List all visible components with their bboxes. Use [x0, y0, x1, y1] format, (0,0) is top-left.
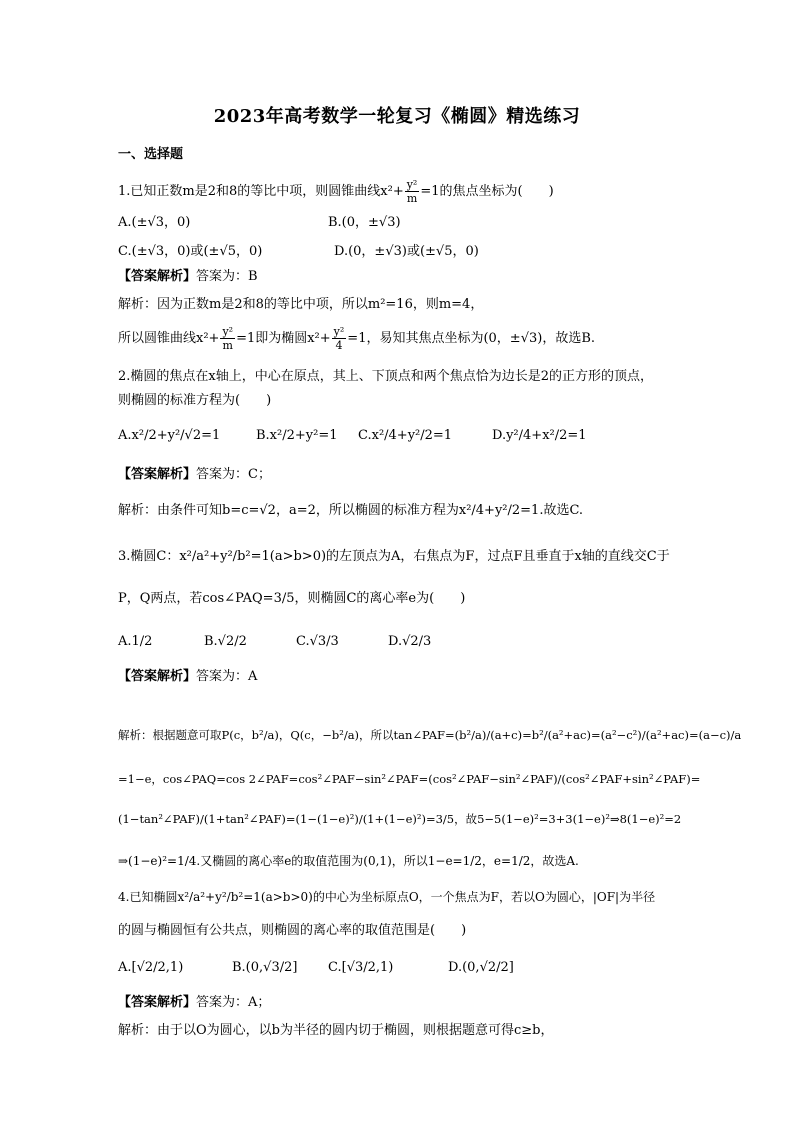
q3-solution-1: 解析：根据题意可取P(c，b²/a)，Q(c，−b²/a)，所以tan∠PAF=(b²/a)/(a+c)=b²/(a²+ac)=(a²−c²)/(a²+ac)=(a−c)/a	[118, 728, 742, 742]
q1-solution-2	[118, 325, 595, 352]
fraction-numerator: y²	[406, 178, 418, 191]
q3-answer	[118, 668, 257, 686]
q4-answer	[118, 994, 270, 1012]
q4-answer-text: 答案为：A；	[196, 995, 271, 1010]
q3-solution-4: ⇒(1−e)²=1/4.又椭圆的离心率e的取值范围为(0,1)，所以1−e=1/2，e=1/2，故选A.	[118, 854, 579, 868]
q4-stem-2: 的圆与椭圆恒有公共点，则椭圆的离心率的取值范围是( )	[118, 923, 467, 938]
q1-answer	[118, 268, 258, 286]
q1-option-a: A.(±√3，0)	[118, 215, 191, 230]
answer-tag: 【答案解析】	[118, 467, 197, 482]
fraction-denominator: m	[406, 192, 418, 205]
q3-stem-1: 3.椭圆C：x²/a²+y²/b²=1(a>b>0)的左顶点为A，右焦点为F，过点F且垂直于x轴的直线交C于	[118, 549, 670, 564]
q4-option-b: B.(0,√3/2]	[232, 960, 298, 975]
q3-answer-text: 答案为：A	[196, 669, 258, 684]
q4-option-a: A.[√2/2,1)	[118, 960, 184, 975]
q2-option-d: D.y²/4+x²/2=1	[492, 428, 587, 443]
q3-option-d: D.√2/3	[388, 634, 432, 649]
q4-option-c: C.[√3/2,1)	[328, 960, 394, 975]
answer-tag: 【答案解析】	[118, 995, 197, 1010]
q1-answer-text: 答案为：B	[196, 269, 258, 284]
q1-stem-b: =1的焦点坐标为( )	[420, 184, 554, 199]
q1-sol-fraction-1	[220, 325, 235, 352]
q1-option-b: B.(0，±√3)	[328, 215, 401, 230]
q1-solution-1: 解析：因为正数m是2和8的等比中项，所以m²=16，则m=4，	[118, 297, 484, 312]
q2-answer-text: 答案为：C；	[196, 467, 271, 482]
fraction-numerator: y²	[333, 325, 345, 338]
q1-sol-fraction-2	[332, 325, 347, 352]
q3-option-b: B.√2/2	[204, 634, 247, 649]
q2-option-b: B.x²/2+y²=1	[256, 428, 338, 443]
q2-option-c: C.x²/4+y²/2=1	[358, 428, 453, 443]
q2-stem-1: 2.椭圆的焦点在x轴上，中心在原点，其上、下顶点和两个焦点恰为边长是2的正方形的顶点，	[118, 369, 654, 384]
q3-option-a: A.1/2	[118, 634, 153, 649]
q2-answer	[118, 466, 271, 484]
q1-stem-a: 1.已知正数m是2和8的等比中项，则圆锥曲线x²+	[118, 184, 404, 199]
q3-solution-3: (1−tan²∠PAF)/(1+tan²∠PAF)=(1−(1−e)²)/(1+(1−e)²)=3/5，故5−5(1−e)²=3+3(1−e)²⇒8(1−e)²=2	[118, 812, 682, 826]
section-heading: 一、选择题	[118, 147, 184, 162]
fraction-denominator: 4	[335, 339, 343, 352]
answer-tag: 【答案解析】	[118, 669, 197, 684]
q4-solution: 解析：由于以O为圆心，以b为半径的圆内切于椭圆，则根据题意可得c≥b，	[118, 1023, 554, 1038]
fraction-numerator: y²	[222, 325, 234, 338]
q1-sol-2c: =1，易知其焦点坐标为(0，±√3)，故选B.	[347, 331, 596, 346]
q1-option-d: D.(0，±√3)或(±√5，0)	[334, 244, 479, 259]
fraction-denominator: m	[222, 339, 233, 352]
q2-solution: 解析：由条件可知b=c=√2，a=2，所以椭圆的标准方程为x²/4+y²/2=1.故选C.	[118, 503, 584, 518]
document-title: 2023年高考数学一轮复习《椭圆》精选练习	[213, 106, 581, 127]
q1-stem	[118, 178, 554, 205]
q2-option-a: A.x²/2+y²/√2=1	[118, 428, 221, 443]
q3-solution-2: =1−e，cos∠PAQ=cos 2∠PAF=cos²∠PAF−sin²∠PAF=(cos²∠PAF−sin²∠PAF)/(cos²∠PAF+sin²∠PAF)=	[118, 772, 701, 786]
q2-stem-2: 则椭圆的标准方程为( )	[118, 393, 272, 408]
q1-option-c: C.(±√3，0)或(±√5，0)	[118, 244, 263, 259]
q4-option-d: D.(0,√2/2]	[448, 960, 514, 975]
q1-sol-2a: 所以圆锥曲线x²+	[118, 331, 220, 346]
q4-stem-1: 4.已知椭圆x²/a²+y²/b²=1(a>b>0)的中心为坐标原点O，一个焦点为F，若以O为圆心，|OF|为半径	[118, 890, 656, 904]
q3-option-c: C.√3/3	[296, 634, 339, 649]
q1-stem-fraction	[405, 178, 420, 205]
q1-sol-2b: =1即为椭圆x²+	[236, 331, 331, 346]
answer-tag: 【答案解析】	[118, 269, 197, 284]
q3-stem-2: P，Q两点，若cos∠PAQ=3/5，则椭圆C的离心率e为( )	[118, 591, 466, 606]
